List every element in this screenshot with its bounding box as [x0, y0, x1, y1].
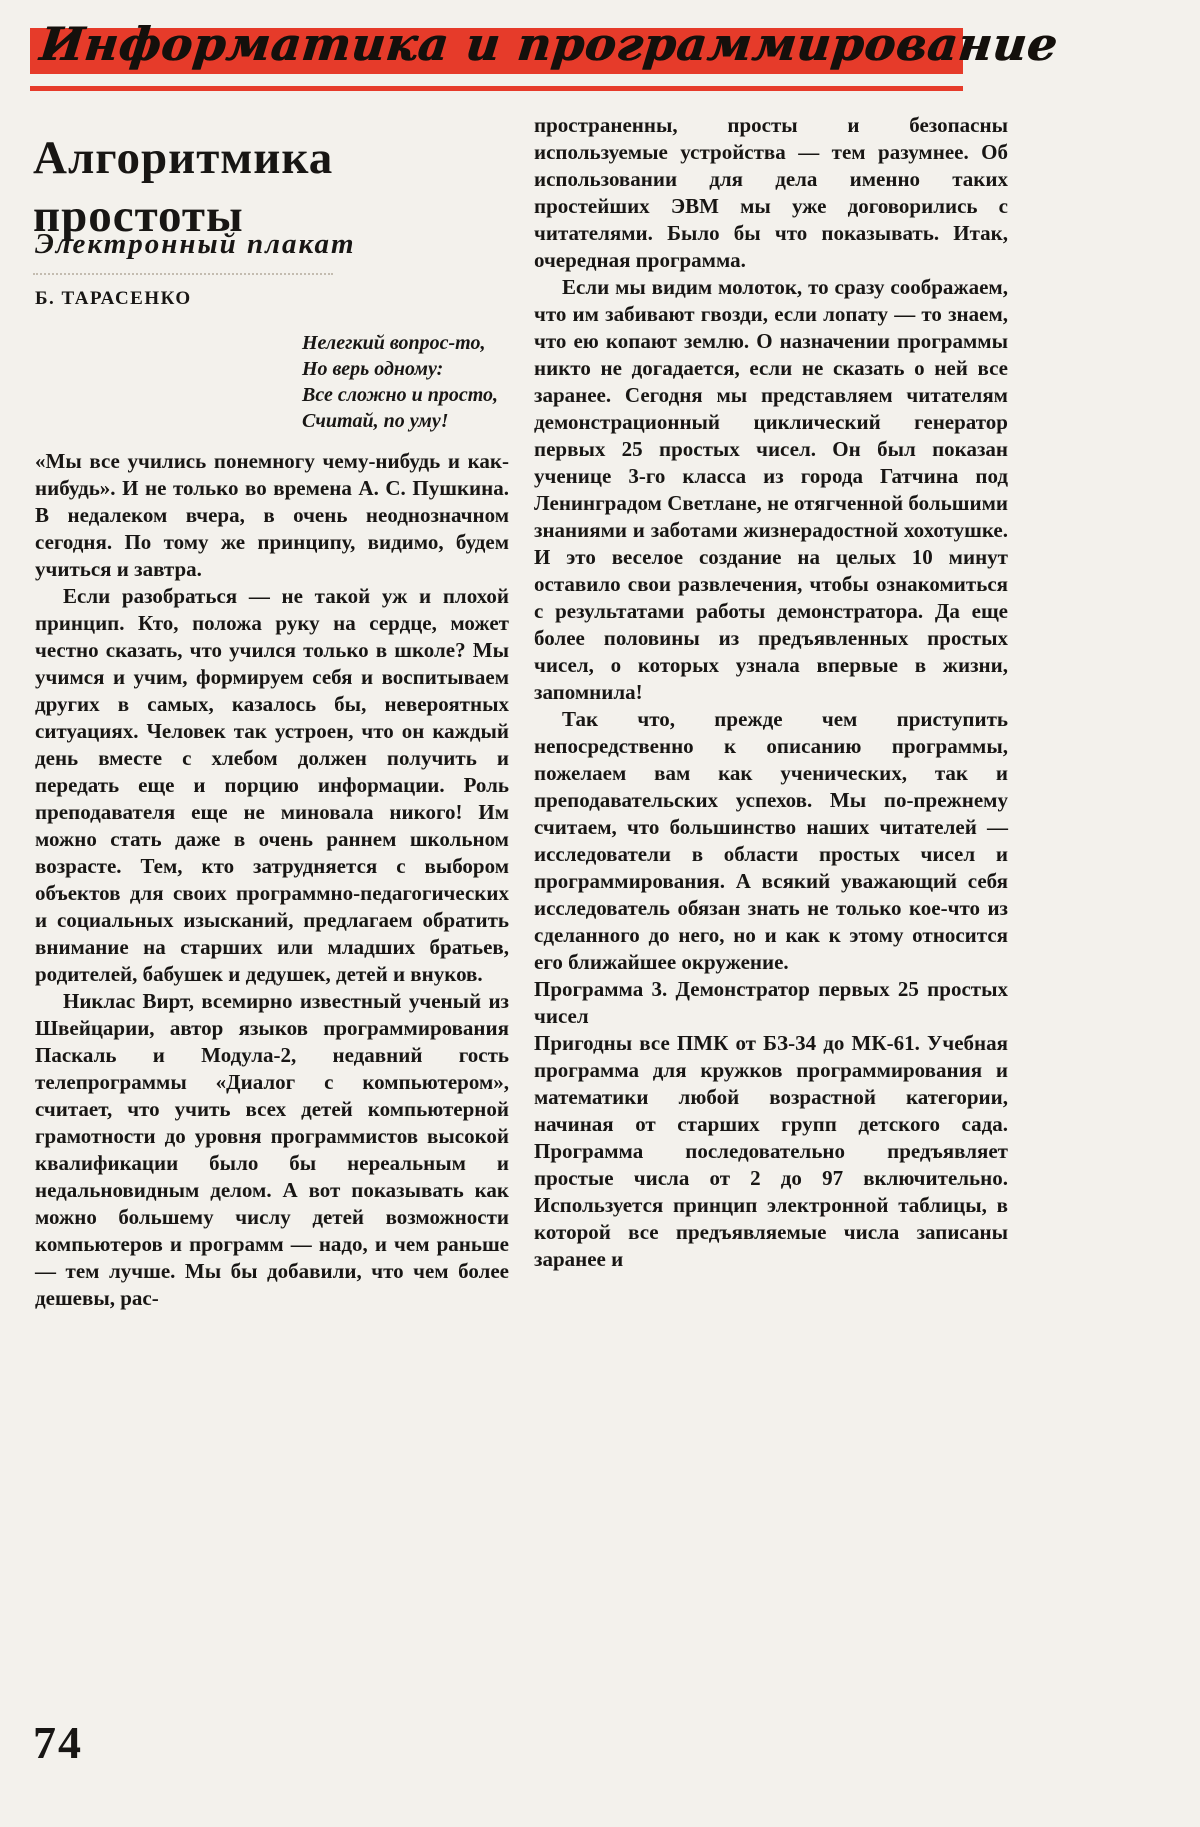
rubric-banner-rule: [30, 86, 963, 91]
subtitle-dotted-rule: [33, 273, 333, 275]
epigraph-line: Нелегкий вопрос-то,: [302, 332, 486, 354]
body-paragraph: Пригодны все ПМК от БЗ-34 до МК-61. Учебная программа для кружков программирования и математики любой возрастной категории, начиная от старших групп детского сада. Программа последовательно предъявляет простые числа от 2 до 97 включительно. Используется принцип электронной таблицы, в которой все предъявляемые числа записаны заранее и: [534, 1031, 1008, 1271]
body-paragraph: Если разобраться — не такой уж и плохой принцип. Кто, положа руку на сердце, может честно сказать, что учился только в школе? Мы учимся и учим, формируем себя и воспитываем других в самых, казалось бы, невероятных ситуациях. Человек так устроен, что он каждый день вместе с хлебом должен получить и передать еще и порцию информации. Роль преподавателя еще не миновала никого! Им можно стать даже в очень раннем школьном возрасте. Тем, кто затрудняется с выбором объектов для своих программно-педагогических и социальных изысканий, предлагаем обратить внимание на старших или младших братьев, родителей, бабушек и дедушек, детей и внуков.: [35, 584, 509, 986]
article-title: Алгоритмика простоты: [33, 132, 334, 243]
rubric-banner-script: Информатика и программирование: [37, 17, 1061, 71]
body-paragraph: Никлас Вирт, всемирно известный ученый из Швейцарии, автор языков программирования Паскаль и Модула-2, недавний гость телепрограммы «Диалог с компьютером», считает, что учить всех детей компьютерной грамотности до уровня программистов высокой квалификации было бы нереальным и недальновидным делом. А вот показывать как можно большему числу детей возможности компьютеров и программ — надо, и чем раньше — тем лучше. Мы бы добавили, что чем более дешевы, рас-: [35, 989, 509, 1310]
page-number: 74: [33, 1717, 83, 1768]
body-paragraph: Если мы видим молоток, то сразу соображаем, что им забивают гвозди, если лопату — то знаем, что ею копают землю. О назначении программы никто не догадается, если не сказать о ней все заранее. Сегодня мы представляем читателям демонстрационный циклический генератор первых 25 простых чисел. Он был показан ученице 3-го класса из города Гатчина под Ленинградом Светлане, не отягченной большими знаниями и заботами жизнерадостной хохотушке. И это веселое создание на целых 10 минут оставило свои развлечения, чтобы ознакомиться с результатами работы демонстратора. Да еще более половины из предъявленных простых чисел, о которых узнала впервые в жизни, запомнила!: [534, 275, 1008, 704]
article-subtitle: Электронный плакат: [35, 228, 356, 260]
epigraph-line: Все сложно и просто,: [302, 384, 499, 406]
epigraph: [302, 330, 498, 434]
article-author: Б. ТАРАСЕНКО: [35, 288, 192, 309]
body-paragraph: пространенны, просты и безопасны используемые устройства — тем разумнее. Об использовании для дела именно таких простейших ЭВМ мы уже договорились с читателями. Было бы что показывать. Итак, очередная программа.: [534, 113, 1008, 272]
body-paragraph: Так что, прежде чем приступить непосредственно к описанию программы, пожелаем вам как ученических, так и преподавательских успехов. Мы по-прежнему считаем, что большинство наших читателей — исследователи в области простых чисел и программирования. А всякий уважающий себя исследователь обязан знать не только кое-что из сделанного до него, но и как к этому относится его ближайшее окружение.: [534, 707, 1008, 974]
epigraph-line: Считай, по уму!: [302, 410, 449, 432]
left-column: [35, 448, 509, 1312]
body-paragraph: «Мы все учились понемногу чему-нибудь и как-нибудь». И не только во времена А. С. Пушкина. В недалеком вчера, в очень неоднозначном сегодня. По тому же принципу, видимо, будем учиться и завтра.: [35, 449, 509, 581]
program-section-heading: Программа 3. Демонстратор первых 25 простых чисел: [534, 977, 1008, 1028]
epigraph-line: Но верь одному:: [302, 358, 444, 380]
right-column: [534, 112, 1008, 1273]
